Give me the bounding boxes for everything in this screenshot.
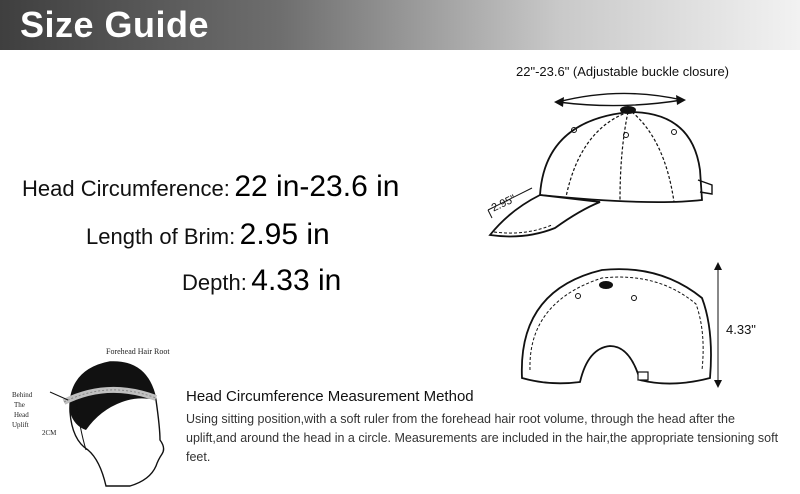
title-banner (0, 0, 800, 50)
crown-button-icon (620, 106, 636, 114)
spec-label: Depth: (182, 270, 247, 295)
spec-label: Head Circumference: (22, 176, 230, 201)
page-title: Size Guide (20, 4, 210, 45)
rotation-arrow-bottom (558, 100, 682, 106)
forehead-label: Forehead Hair Root (106, 347, 170, 356)
brim-label: 2.95" (489, 192, 518, 215)
cap-side-diagram (470, 60, 800, 260)
spec-depth (182, 264, 341, 298)
spec-value: 2.95 in (239, 218, 330, 251)
arrow-head-right-icon (676, 95, 686, 105)
back-button-icon (599, 281, 613, 289)
cap-back-shell (522, 269, 711, 383)
spec-value: 22 in-23.6 in (234, 170, 400, 203)
side-label-line: Uplift (12, 421, 29, 429)
cm-label: 2CM (42, 429, 57, 437)
spec-value: 4.33 in (251, 264, 342, 297)
side-label-line: Behind (12, 391, 33, 399)
side-label-line: The (14, 401, 25, 409)
depth-arrow-up-icon (714, 262, 722, 270)
cap-crown (540, 112, 702, 202)
spec-head-circumference (22, 170, 399, 204)
spec-label: Length of Brim: (86, 224, 236, 249)
method-title: Head Circumference Measurement Method (186, 388, 474, 405)
method-description: Using sitting position,with a soft ruler from the forehead hair root volume, through the head after the uplift,and around the head in a circle. Measurements are included in the hair,the appropriate tensioning soft feet. (186, 412, 779, 464)
side-label-line: Head (14, 411, 29, 419)
depth-label: 4.33" (726, 322, 756, 337)
circumference-label: 22"-23.6" (Adjustable buckle closure) (516, 64, 730, 79)
rotation-arrow-top (558, 93, 682, 102)
head-measure-illustration (10, 340, 180, 490)
depth-arrow-down-icon (714, 380, 722, 388)
arrow-head-left-icon (554, 97, 564, 107)
spec-brim-length (86, 218, 330, 252)
buckle-icon (638, 372, 648, 380)
